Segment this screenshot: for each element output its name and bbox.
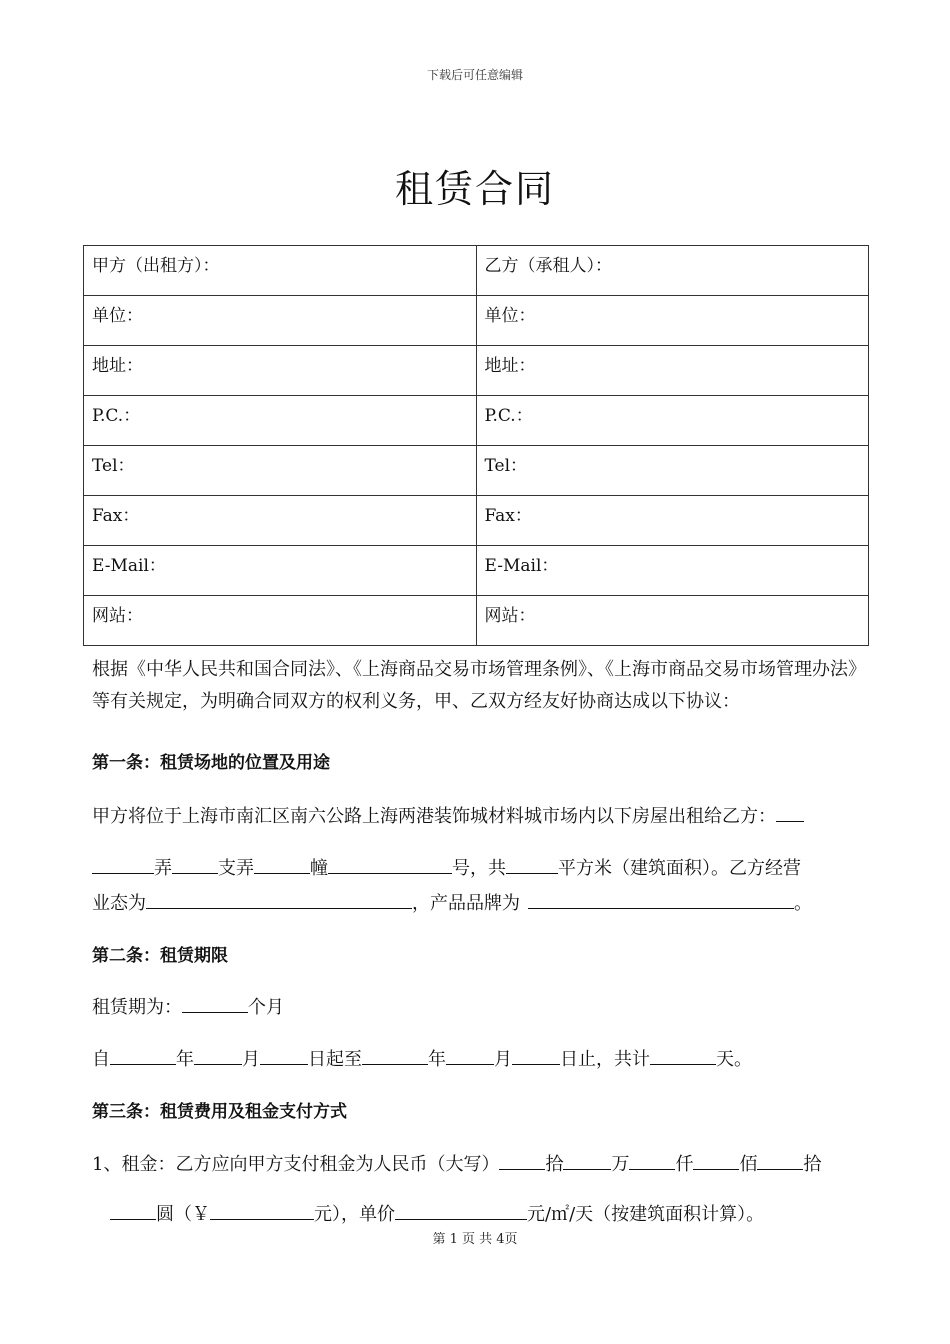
label: 月 (242, 1049, 260, 1070)
table-row (84, 546, 869, 596)
document-title: 租赁合同 (394, 167, 555, 211)
table-row (84, 346, 869, 396)
party-b-cell[interactable]: 网站： (476, 596, 869, 646)
blank[interactable] (528, 888, 794, 909)
blank[interactable] (172, 853, 218, 874)
party-a-cell[interactable]: 地址： (84, 346, 477, 396)
party-a-cell[interactable]: E-Mail： (84, 546, 477, 596)
header-note: 下载后可任意编辑 (426, 68, 523, 82)
party-b-cell[interactable]: 单位： (476, 296, 869, 346)
label: 日止，共计 (560, 1049, 650, 1070)
label: 日起至 (308, 1049, 362, 1070)
article2-term (92, 992, 284, 1019)
blank[interactable] (757, 1149, 803, 1170)
party-b-cell[interactable]: 乙方（承租人）： (476, 246, 869, 296)
label: 支弄 (218, 858, 254, 879)
label: 租赁期为： (92, 997, 182, 1018)
label: 万 (611, 1154, 630, 1175)
blank[interactable] (362, 1044, 428, 1065)
label: 佰 (739, 1154, 758, 1175)
party-a-cell[interactable]: Tel： (84, 446, 477, 496)
blank[interactable] (499, 1149, 545, 1170)
party-a-cell[interactable]: P.C.： (84, 396, 477, 446)
article2-dates (92, 1044, 752, 1071)
table-row (84, 246, 869, 296)
blank[interactable] (110, 1044, 176, 1065)
label: 弄 (154, 858, 172, 879)
article3-rent-line1 (92, 1149, 821, 1176)
intro-paragraph: 根据《中华人民共和国合同法》、《上海商品交易市场管理条例》、《上海市商品交易市场管理办法》等有关规定，为明确合同双方的权利义务，甲、乙双方经友好协商达成以下协议： (92, 659, 857, 712)
blank[interactable] (254, 853, 310, 874)
blank[interactable] (629, 1149, 675, 1170)
page-footer: 第 1 页 共 4页 (432, 1232, 518, 1247)
blank[interactable] (650, 1044, 716, 1065)
article1-line3 (92, 888, 812, 915)
blank[interactable] (194, 1044, 242, 1065)
blank[interactable] (92, 853, 154, 874)
label: ，产品品牌为 (412, 893, 520, 914)
table-row (84, 396, 869, 446)
table-row (84, 446, 869, 496)
blank[interactable] (506, 853, 558, 874)
label: 年 (176, 1049, 194, 1070)
label: 仟 (675, 1154, 694, 1175)
label: 元/㎡/天（按建筑面积计算）。 (527, 1204, 765, 1225)
party-b-cell[interactable]: P.C.： (476, 396, 869, 446)
label: 1、租金：乙方应向甲方支付租金为人民币（大写） (92, 1154, 500, 1175)
table-row (84, 496, 869, 546)
blank[interactable] (395, 1199, 527, 1220)
label: 个月 (248, 997, 284, 1018)
article1-heading: 第一条：租赁场地的位置及用途 (92, 753, 330, 773)
label: 幢 (310, 858, 328, 879)
blank[interactable] (563, 1149, 611, 1170)
article3-rent-line2 (110, 1199, 764, 1226)
blank[interactable] (328, 853, 452, 874)
label: 自 (92, 1049, 110, 1070)
article3-heading: 第三条：租赁费用及租金支付方式 (92, 1102, 347, 1122)
party-b-cell[interactable]: Fax： (476, 496, 869, 546)
label: 圆（￥ (156, 1204, 210, 1225)
label: 月 (494, 1049, 512, 1070)
blank[interactable] (512, 1044, 560, 1065)
article2-heading: 第二条：租赁期限 (92, 946, 228, 966)
label: 号，共 (452, 858, 506, 879)
blank[interactable] (182, 992, 248, 1013)
blank[interactable] (110, 1199, 156, 1220)
article1-line1-text: 甲方将位于上海市南汇区南六公路上海两港装饰城材料城市场内以下房屋出租给乙方： (92, 806, 776, 827)
blank[interactable] (260, 1044, 308, 1065)
blank[interactable] (693, 1149, 739, 1170)
blank[interactable] (446, 1044, 494, 1065)
label: 元），单价 (314, 1204, 395, 1225)
label: 。 (794, 893, 812, 914)
blank[interactable] (776, 801, 804, 822)
party-a-cell[interactable]: 网站： (84, 596, 477, 646)
party-b-cell[interactable]: E-Mail： (476, 546, 869, 596)
label: 拾 (545, 1154, 564, 1175)
label: 年 (428, 1049, 446, 1070)
article1-line1 (92, 801, 804, 828)
table-row (84, 596, 869, 646)
party-a-cell[interactable]: 单位： (84, 296, 477, 346)
label: 平方米（建筑面积）。乙方经营 (558, 858, 801, 879)
party-b-cell[interactable]: 地址： (476, 346, 869, 396)
party-a-cell[interactable]: 甲方（出租方）： (84, 246, 477, 296)
party-b-cell[interactable]: Tel： (476, 446, 869, 496)
blank[interactable] (146, 888, 412, 909)
label: 拾 (803, 1154, 822, 1175)
parties-table (83, 245, 869, 646)
label: 天。 (716, 1049, 752, 1070)
article1-line2 (92, 853, 801, 880)
blank[interactable] (210, 1199, 314, 1220)
table-row (84, 296, 869, 346)
party-a-cell[interactable]: Fax： (84, 496, 477, 546)
label: 业态为 (92, 893, 146, 914)
